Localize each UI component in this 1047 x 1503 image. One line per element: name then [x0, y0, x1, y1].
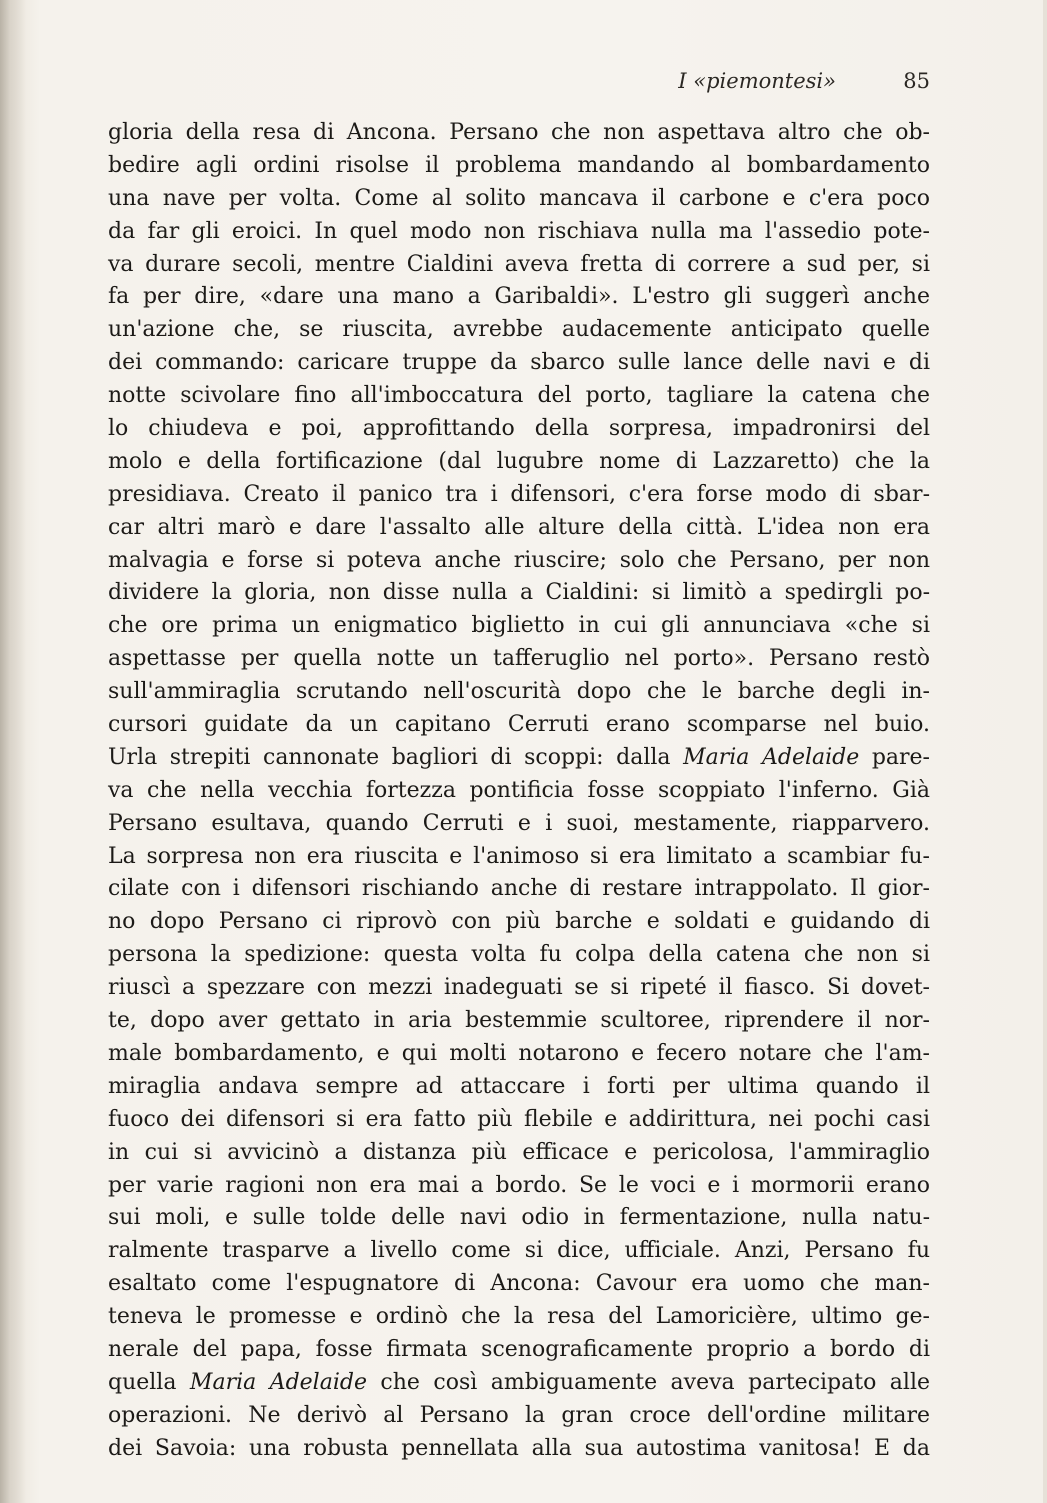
text-line: ralmente trasparve a livello come si dice, ufficiale. Anzi, Persano fu [108, 1238, 930, 1264]
text-line: bedire agli ordini risolse il problema mandando al bombardamento [108, 152, 930, 178]
text-line: che ore prima un enigmatico biglietto in cui gli annunciava «che si [108, 613, 930, 639]
text-line: persona la spedizione: questa volta fu colpa della catena che non si [108, 942, 930, 968]
text-line: nerale del papa, fosse firmata scenograficamente proprio a bordo di [108, 1336, 930, 1362]
running-title: I «piemontesi» [678, 69, 836, 93]
text-line: operazioni. Ne derivò al Persano la gran croce dell'ordine militare [108, 1402, 930, 1428]
page-number: 85 [903, 69, 930, 93]
text-segment: quella [108, 1369, 190, 1395]
text-line: miraglia andava sempre ad attaccare i forti per ultima quando il [108, 1073, 930, 1099]
text-line: dei commando: caricare truppe da sbarco sulle lance delle navi e di [108, 350, 930, 376]
text-line: va durare secoli, mentre Cialdini aveva fretta di correre a sud per, si [108, 251, 930, 277]
text-line: esaltato come l'espugnatore di Ancona: Cavour era uomo che man- [108, 1271, 930, 1297]
ship-name-italic: Maria Adelaide [683, 744, 860, 770]
text-line: La sorpresa non era riuscita e l'animoso si era limitato a scambiar fu- [108, 843, 930, 869]
text-line: male bombardamento, e qui molti notarono e fecero notare che l'am- [108, 1040, 930, 1066]
text-line: cilate con i difensori rischiando anche di restare intrappolato. Il gior- [108, 876, 930, 902]
text-line: presidiava. Creato il panico tra i difensori, c'era forse modo di sbar- [108, 481, 930, 507]
text-line: aspettasse per quella notte un tafferuglio nel porto». Persano restò [108, 646, 930, 672]
text-line: va che nella vecchia fortezza pontificia fosse scoppiato l'inferno. Già [108, 777, 930, 803]
page-edge [1043, 0, 1047, 1503]
text-line: molo e della fortificazione (dal lugubre nome di Lazzaretto) che la [108, 448, 930, 474]
text-line: sui moli, e sulle tolde delle navi odio in fermentazione, nulla natu- [108, 1205, 930, 1231]
text-line: teneva le promesse e ordinò che la resa del Lamoricière, ultimo ge- [108, 1304, 930, 1330]
text-line: no dopo Persano ci riprovò con più barche e soldati e guidando di [108, 909, 930, 935]
ship-name-italic: Maria Adelaide [189, 1369, 367, 1395]
text-line: lo chiudeva e poi, approfittando della sorpresa, impadronirsi del [108, 416, 930, 442]
text-line: da far gli eroici. In quel modo non rischiava nulla ma l'assedio pote- [108, 218, 930, 244]
text-line: notte scivolare fino all'imboccatura del porto, tagliare la catena che [108, 383, 930, 409]
body-text [108, 117, 930, 1466]
text-line: fa per dire, «dare una mano a Garibaldi». L'estro gli suggerì anche [108, 284, 930, 310]
text-line [108, 1367, 930, 1400]
text-line: fuoco dei difensori si era fatto più flebile e addirittura, nei pochi casi [108, 1106, 930, 1132]
text-line: un'azione che, se riuscita, avrebbe audacemente anticipato quelle [108, 317, 930, 343]
text-segment: Urla strepiti cannonate bagliori di scoppi: dalla [108, 744, 684, 770]
text-line: in cui si avvicinò a distanza più efficace e pericolosa, l'ammiraglio [108, 1139, 930, 1165]
text-line: te, dopo aver gettato in aria bestemmie scultoree, riprendere il nor- [108, 1008, 930, 1034]
text-line: sull'ammiraglia scrutando nell'oscurità dopo che le barche degli in- [108, 679, 930, 705]
text-line: dei Savoia: una robusta pennellata alla sua autostima vanitosa! E da [108, 1435, 930, 1461]
binding-shadow [0, 0, 26, 1503]
text-segment: pare- [859, 744, 930, 770]
text-line: gloria della resa di Ancona. Persano che non aspettava altro che ob- [108, 120, 930, 145]
text-line: dividere la gloria, non disse nulla a Cialdini: si limitò a spedirgli po- [108, 580, 930, 606]
text-line: riuscì a spezzare con mezzi inadeguati se si ripeté il fiasco. Si dovet- [108, 975, 930, 1001]
text-line: car altri marò e dare l'assalto alle alture della città. L'idea non era [108, 514, 930, 540]
text-line: cursori guidate da un capitano Cerruti erano scomparse nel buio. [108, 712, 930, 738]
text-line: per varie ragioni non era mai a bordo. Se le voci e i mormorii erano [108, 1172, 930, 1198]
text-line: Persano esultava, quando Cerruti e i suoi, mestamente, riapparvero. [108, 810, 930, 836]
text-segment: che così ambiguamente aveva partecipato alle [366, 1369, 930, 1395]
text-line [108, 742, 930, 775]
running-header [108, 66, 930, 96]
text-line: una nave per volta. Come al solito mancava il carbone e c'era poco [108, 185, 930, 211]
text-line: malvagia e forse si poteva anche riuscire; solo che Persano, per non [108, 547, 930, 573]
